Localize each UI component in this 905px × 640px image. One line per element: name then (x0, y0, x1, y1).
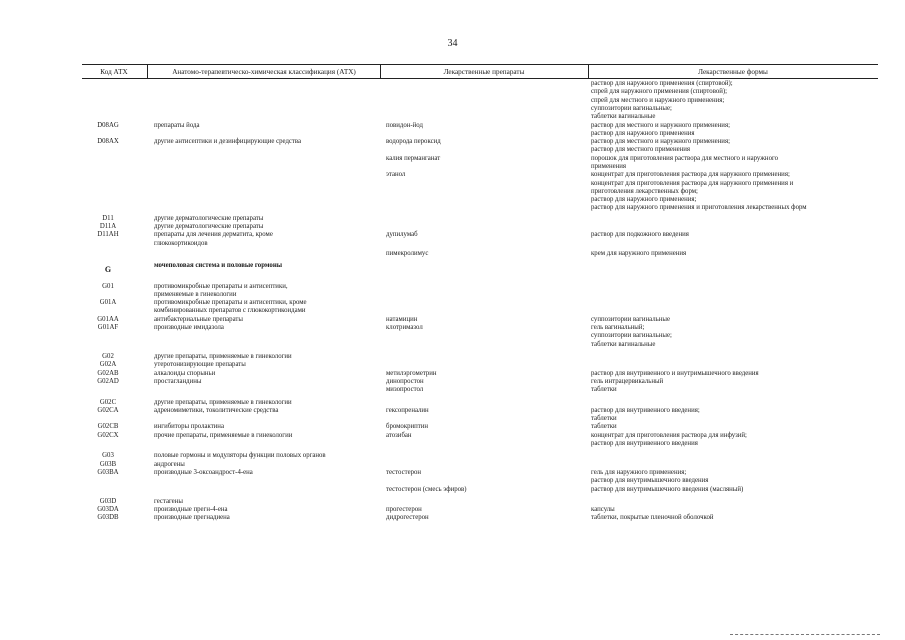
drug-name-cell: прогестерон (386, 506, 422, 514)
table-top-rule (82, 64, 878, 65)
drug-name-cell: дупилумаб (386, 231, 418, 239)
classification-cell: препараты йода (154, 121, 200, 129)
dosage-forms-cell: раствор для подкожного введения (591, 231, 689, 239)
atc-code-cell: G02AD (97, 377, 119, 385)
classification-cell: противомикробные препараты и антисептики, кроме комбинированных препаратов с глюкокортикоидами (154, 299, 307, 315)
atc-code-cell: G03BA (97, 468, 119, 476)
dosage-forms-cell: гель интрацервикальный (591, 377, 664, 385)
classification-cell: мочеполовая система и половые гормоны (154, 262, 283, 270)
dosage-forms-cell: порошок для приготовления раствора для местного и наружного применения (591, 154, 778, 170)
drug-name-cell: клотримазол (386, 324, 423, 332)
atc-code-cell: G03B (99, 460, 117, 468)
drug-name-cell: мизопростол (386, 386, 424, 394)
classification-cell: производные имидазола (154, 324, 224, 332)
atc-code-cell: D11 (102, 214, 114, 222)
drug-name-cell: калия перманганат (386, 154, 441, 162)
dosage-forms-cell: таблетки (591, 386, 617, 394)
drug-name-cell: повидон-йод (386, 121, 423, 129)
dosage-forms-cell: гель для наружного применения; раствор для внутримышечного введения (591, 468, 709, 485)
atc-code-cell: G02CB (97, 423, 119, 431)
classification-cell: производные 3-оксоандрост-4-ена (154, 468, 253, 476)
header-forms: Лекарственные формы (698, 68, 768, 76)
classification-cell: гестагены (154, 497, 183, 505)
dosage-forms-cell: раствор для наружного применения (спиртовой); спрей для наружного применения (спиртовой); спрей для местного и наружного применения; суппозитории вагинальные; таблетки вагинальные (591, 80, 733, 121)
drug-name-cell: дидрогестерон (386, 514, 429, 522)
classification-cell: андрогены (154, 460, 185, 468)
dosage-forms-cell: раствор для внутривенного и внутримышечного введения (591, 369, 759, 377)
drug-name-cell: водорода пероксид (386, 138, 441, 146)
drug-name-cell: натамицин (386, 315, 418, 323)
atc-code-cell: G02A (99, 361, 117, 369)
classification-cell: простагландины (154, 377, 202, 385)
atc-code-cell: D08AX (97, 138, 119, 146)
classification-cell: прочие препараты, применяемые в гинекологии (154, 431, 293, 439)
classification-cell: утеротонизирующие препараты (154, 361, 246, 369)
drug-name-cell: тестостерон (смесь эфиров) (386, 485, 467, 493)
dosage-forms-cell: раствор для местного и наружного применения; раствор для местного применения (591, 138, 730, 154)
dosage-forms-cell: капсулы (591, 506, 615, 514)
atc-code-cell: G01AF (97, 324, 119, 332)
dosage-forms-cell: таблетки, покрытые пленочной оболочкой (591, 514, 714, 522)
classification-cell: алкалоиды спорыньи (154, 369, 216, 377)
dosage-forms-cell: гель вагинальный; суппозитории вагинальные; таблетки вагинальные (591, 324, 672, 348)
atc-code-cell: G03DA (97, 506, 119, 514)
atc-code-cell: G (104, 265, 112, 275)
dosage-forms-cell: концентрат для приготовления раствора для наружного применения; концентрат для приготовления раствора для наружного применения и приготовления лекарственных форм; раствор для наружного применения; раствор для наружного применения и приготовления лекарственных форм (591, 171, 807, 212)
atc-code-cell: D11A (99, 223, 117, 231)
classification-cell: ингибиторы пролактина (154, 423, 224, 431)
atc-code-cell: G01A (99, 299, 117, 307)
drug-name-cell: атозибан (386, 431, 412, 439)
classification-cell: адреномиметики, токолитические средства (154, 406, 279, 414)
drug-name-cell: метилэргометрин (386, 369, 437, 377)
classification-cell: другие дерматологические препараты (154, 214, 264, 222)
classification-cell: производные прегн-4-ена (154, 506, 228, 514)
classification-cell: препараты для лечения дерматита, кроме глюкокортикоидов (154, 231, 273, 247)
drug-name-cell: динопростон (386, 377, 424, 385)
dosage-forms-cell: раствор для внутримышечного введения (масляный) (591, 485, 744, 493)
drug-name-cell: бромокриптин (386, 423, 429, 431)
drug-name-cell: этанол (386, 171, 406, 179)
header-code: Код АТХ (100, 68, 128, 76)
classification-cell: другие антисептики и дезинфицирующие средства (154, 138, 302, 146)
classification-cell: другие дерматологические препараты (154, 223, 264, 231)
dosage-forms-cell: суппозитории вагинальные (591, 315, 670, 323)
classification-cell: противомикробные препараты и антисептики, применяемые в гинекологии (154, 282, 288, 298)
header-classification: Анатомо-терапевтическо-химическая классификация (АТХ) (172, 68, 356, 76)
atc-code-cell: G03D (99, 497, 117, 505)
atc-code-cell: G02AB (97, 369, 119, 377)
dosage-forms-cell: раствор для внутривенного введения; таблетки (591, 406, 700, 423)
atc-code-cell: G03 (102, 452, 114, 460)
header-drugs: Лекарственные препараты (443, 68, 525, 76)
drug-name-cell: гексопреналин (386, 406, 429, 414)
atc-code-cell: G02CA (97, 406, 119, 414)
atc-code-cell: G02C (99, 398, 117, 406)
classification-cell: другие препараты, применяемые в гинекологии (154, 398, 292, 406)
drug-name-cell: пимекролимус (386, 250, 429, 257)
dosage-forms-cell: таблетки (591, 423, 617, 431)
atc-code-cell: G01 (102, 282, 114, 290)
table-header-rule (82, 78, 878, 79)
atc-code-cell: G03DB (97, 514, 119, 522)
dosage-forms-cell: раствор для местного и наружного применения; раствор для наружного применения (591, 121, 730, 137)
classification-cell: производные прегнадиена (154, 514, 230, 522)
drug-name-cell: тестостерон (386, 468, 422, 476)
classification-cell: другие препараты, применяемые в гинекологии (154, 353, 292, 360)
dosage-forms-cell: концентрат для приготовления раствора для инфузий; раствор для внутривенного введения (591, 431, 747, 447)
scan-artifact (730, 634, 880, 637)
atc-code-cell: G02CX (97, 431, 119, 439)
atc-code-cell: D11AH (97, 231, 119, 239)
dosage-forms-cell: крем для наружного применения (591, 250, 687, 257)
atc-code-cell: G02 (102, 353, 114, 360)
atc-code-cell: D08AG (97, 121, 119, 129)
classification-cell: антибактериальные препараты (154, 315, 243, 323)
classification-cell: половые гормоны и модуляторы функции половых органов (154, 452, 326, 460)
page-number: 34 (447, 38, 458, 49)
atc-code-cell: G01AA (97, 315, 119, 323)
